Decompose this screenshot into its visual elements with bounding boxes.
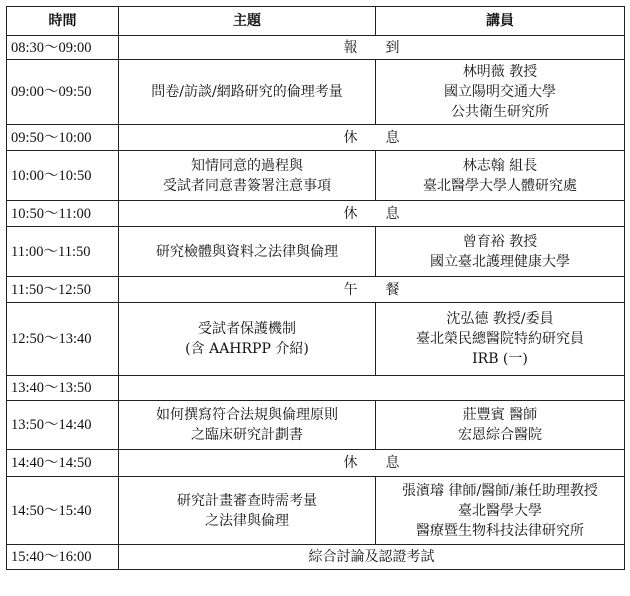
topic-line: 研究計畫審查時需考量 xyxy=(177,492,317,509)
speaker-line: 張濱璿 律師/醫師/兼任助理教授 xyxy=(402,482,598,499)
span-cell: 休 息 xyxy=(119,125,625,151)
table-row xyxy=(7,125,625,151)
topic-line: 如何撰寫符合法規與倫理原則 xyxy=(156,407,338,423)
topic-line: 問卷/訪談/網路研究的倫理考量 xyxy=(151,84,343,100)
speaker-line: IRB (一) xyxy=(472,351,528,367)
speaker-line: 醫療暨生物科技法律研究所 xyxy=(416,522,584,539)
speaker-line: 沈弘德 教授/委員 xyxy=(446,311,554,327)
speaker-cell xyxy=(376,401,625,450)
topic-cell xyxy=(119,477,376,545)
topic-line: 受試者同意書簽署注意事項 xyxy=(163,177,331,194)
topic-cell xyxy=(119,227,376,277)
span-cell: 休 息 xyxy=(119,201,625,227)
topic-line: 研究檢體與資料之法律與倫理 xyxy=(156,243,338,260)
time-cell: 10:50～11:00 xyxy=(7,201,119,227)
table-row xyxy=(7,201,625,227)
topic-cell xyxy=(119,303,376,376)
table-row xyxy=(7,277,625,303)
header-topic: 主題 xyxy=(119,7,376,36)
topic-line: 知情同意的過程與 xyxy=(191,157,303,174)
speaker-line: 臺北醫學大學 xyxy=(458,502,542,519)
topic-line: 之法律與倫理 xyxy=(205,512,289,529)
header-time: 時間 xyxy=(7,7,119,36)
topic-line: 之臨床研究計劃書 xyxy=(191,427,303,443)
table-row xyxy=(7,151,625,201)
topic-line: (含 AAHRPP 介紹) xyxy=(185,341,309,357)
table-row xyxy=(7,36,625,60)
speaker-line: 國立臺北護理健康大學 xyxy=(430,253,570,270)
time-cell: 14:50～15:40 xyxy=(7,477,119,545)
span-cell: 報 到 xyxy=(119,36,625,60)
time-cell: 11:00～11:50 xyxy=(7,227,119,277)
speaker-line: 臺北榮民總醫院特約研究員 xyxy=(416,331,584,347)
speaker-line: 曾育裕 教授 xyxy=(462,233,538,250)
time-cell: 15:40～16:00 xyxy=(7,545,119,570)
table-row xyxy=(7,376,625,401)
table-row xyxy=(7,450,625,477)
speaker-cell xyxy=(376,303,625,376)
speaker-cell xyxy=(376,151,625,201)
time-cell: 10:00～10:50 xyxy=(7,151,119,201)
topic-cell xyxy=(119,151,376,201)
speaker-line: 宏恩綜合醫院 xyxy=(458,427,542,443)
table-row xyxy=(7,60,625,125)
speaker-cell xyxy=(376,60,625,125)
speaker-line: 林明薇 教授 xyxy=(462,64,538,80)
speaker-cell xyxy=(376,477,625,545)
time-cell: 09:50～10:00 xyxy=(7,125,119,151)
header-speaker: 講員 xyxy=(376,7,625,36)
time-cell: 11:50～12:50 xyxy=(7,277,119,303)
time-cell: 12:50～13:40 xyxy=(7,303,119,376)
span-cell: 午 餐 xyxy=(119,277,625,303)
header-row xyxy=(7,7,625,36)
table-row xyxy=(7,303,625,376)
span-cell: 綜合討論及認證考試 xyxy=(119,545,625,570)
speaker-line: 國立陽明交通大學 xyxy=(444,84,556,100)
table-row xyxy=(7,477,625,545)
topic-cell xyxy=(119,60,376,125)
speaker-line: 臺北醫學大學人體研究處 xyxy=(423,177,577,194)
table-row xyxy=(7,227,625,277)
speaker-line: 公共衛生研究所 xyxy=(451,104,549,120)
topic-cell xyxy=(119,401,376,450)
time-cell: 09:00～09:50 xyxy=(7,60,119,125)
table-row xyxy=(7,545,625,570)
time-cell: 08:30～09:00 xyxy=(7,36,119,60)
topic-line: 受試者保護機制 xyxy=(198,321,296,337)
time-cell: 13:50～14:40 xyxy=(7,401,119,450)
speaker-line: 林志翰 組長 xyxy=(462,157,538,174)
speaker-cell xyxy=(376,227,625,277)
time-cell: 13:40～13:50 xyxy=(7,376,119,401)
span-cell xyxy=(119,376,625,401)
speaker-line: 莊豐賓 醫師 xyxy=(462,407,538,423)
agenda-table xyxy=(6,6,625,570)
span-cell: 休 息 xyxy=(119,450,625,477)
table-row xyxy=(7,401,625,450)
time-cell: 14:40～14:50 xyxy=(7,450,119,477)
